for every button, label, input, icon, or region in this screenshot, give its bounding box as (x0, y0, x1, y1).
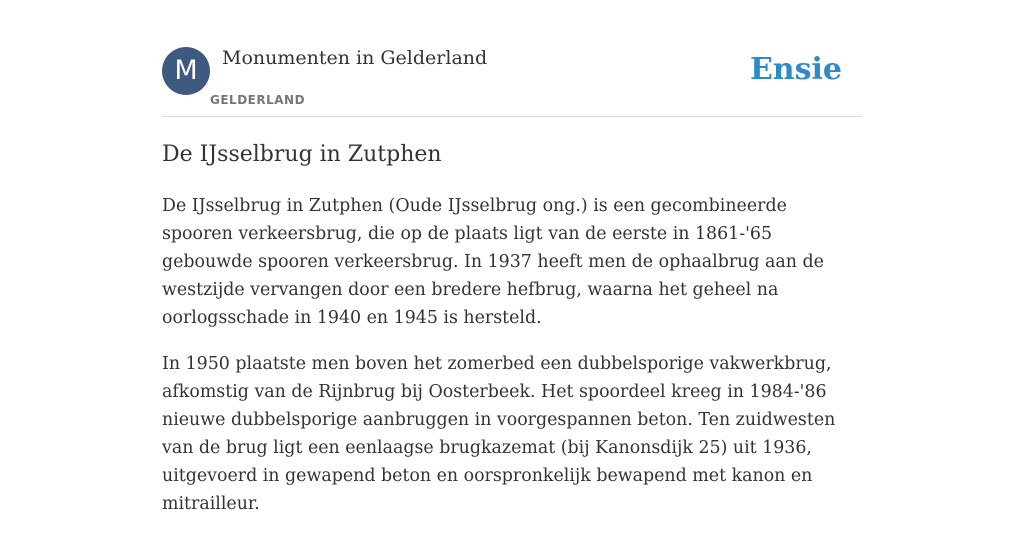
article-body (162, 192, 862, 536)
site-title-link[interactable]: Monumenten in Gelderland (222, 47, 488, 69)
article-paragraph: In 1950 plaatste men boven het zomerbed een dubbelsporige vakwerkbrug, afkomstig van de Rijnbrug bij Oosterbeek. Het spoordeel kreeg in 1984-'86 nieuwe dubbelsporige aanbruggen in voorgespannen beton. Ten zuidwesten van de brug ligt een eenlaagse brugkazemat (bij Kanonsdijk 25) uit 1936, uitgevoerd in gewapend beton en oorspronkelijk bewapend met kanon en mitrailleur. (162, 354, 836, 514)
ensie-logo[interactable]: Ensie (749, 52, 842, 87)
page (162, 0, 862, 514)
article-title: De IJsselbrug in Zutphen (162, 142, 442, 167)
avatar[interactable]: M (162, 47, 210, 95)
header (162, 0, 862, 117)
article-paragraph: De IJsselbrug in Zutphen (Oude IJsselbrug ong.) is een gecombineerde spooren verkeersbrug, die op de plaats ligt van de eerste in 1861-'65 gebouwde spooren verkeersbrug. In 1937 heeft men de ophaalbrug aan de westzijde vervangen door een bredere hefbrug, waarna het geheel na oorlogsschade in 1940 en 1945 is hersteld. (162, 196, 824, 328)
category-label[interactable]: GELDERLAND (210, 93, 306, 107)
